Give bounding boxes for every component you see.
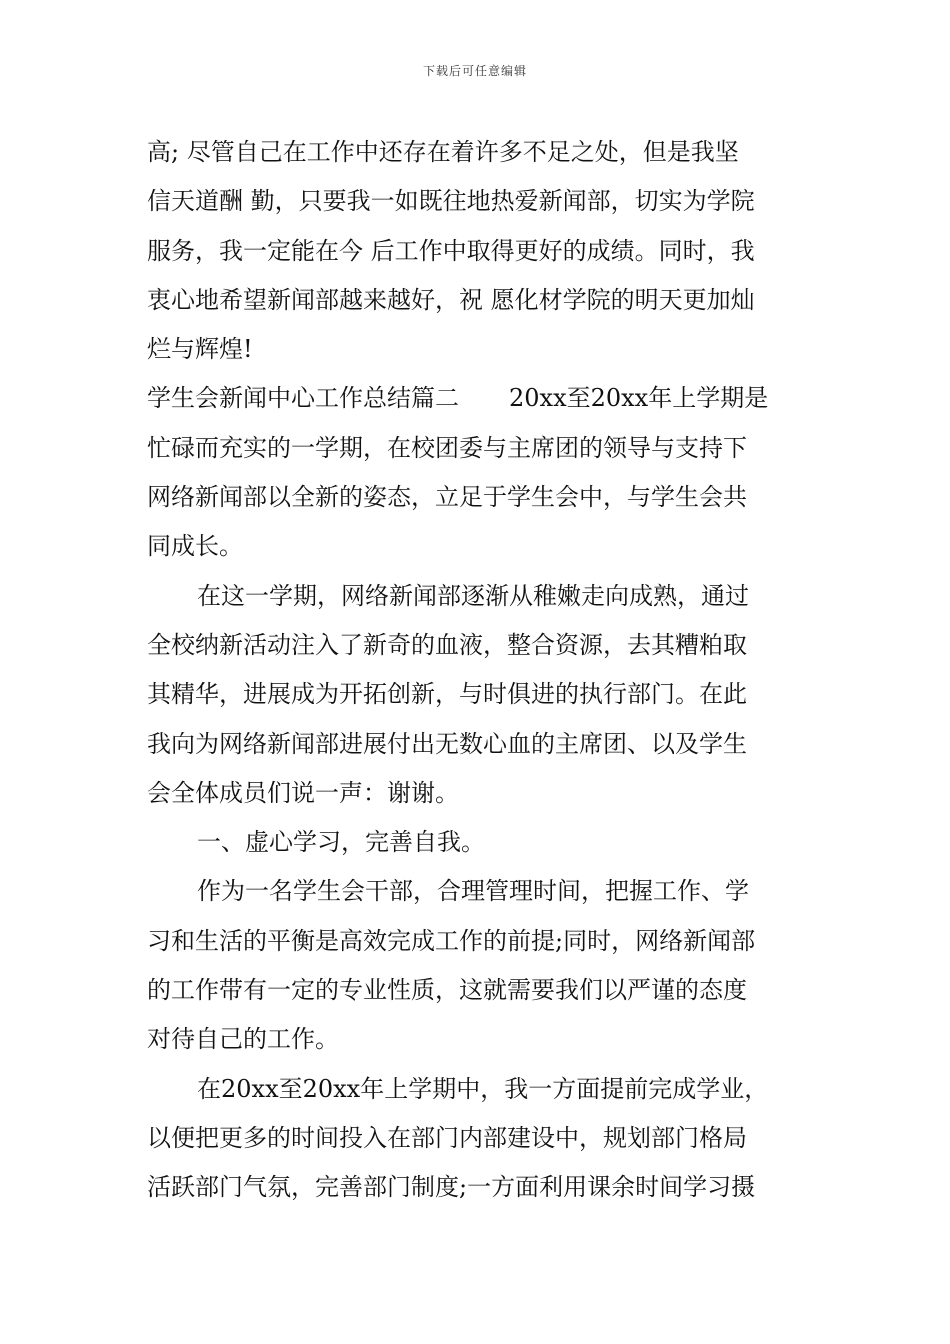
section-first-sentence: 20xx至20xx年上学期是 [509,384,769,413]
text-line: 其精华，进展成为开拓创新，与时俱进的执行部门。在此 [147,680,747,709]
text-line: 以便把更多的时间投入在部门内部建设中，规划部门格局 [147,1123,747,1152]
document-body [147,128,807,1213]
section-title-line [147,374,807,423]
paragraph-start-line: 在这一学期，网络新闻部逐渐从稚嫩走向成熟，通过 [197,581,749,610]
text-line: 同成长。 [147,532,243,561]
paragraph-start-line: 在20xx至20xx年上学期中，我一方面提前完成学业， [197,1074,769,1103]
text-line: 信天道酬 勤，只要我一如既往地热爱新闻部，切实为学院 [147,187,755,216]
text-line: 习和生活的平衡是高效完成工作的前提;同时，网络新闻部 [147,926,756,955]
text-line: 的工作带有一定的专业性质，这就需要我们以严谨的态度 [147,976,747,1005]
text-line: 对待自己的工作。 [147,1025,339,1054]
section-title: 学生会新闻中心工作总结篇二 [147,384,459,413]
text-line: 会全体成员们说一声：谢谢。 [147,778,459,807]
text-line: 我向为网络新闻部进展付出无数心血的主席团、以及学生 [147,729,747,758]
subheading-line: 一、虚心学习，完善自我。 [197,828,485,857]
text-line: 烂与辉煌! [147,335,253,364]
text-line: 衷心地希望新闻部越来越好，祝 愿化材学院的明天更加灿 [147,285,755,314]
text-line: 网络新闻部以全新的姿态，立足于学生会中，与学生会共 [147,483,747,512]
paragraph-start-line: 作为一名学生会干部，合理管理时间，把握工作、学 [197,877,749,906]
page-header: 下载后可任意编辑 [422,64,527,78]
text-line: 服务，我一定能在今 后工作中取得更好的成绩。同时，我 [147,236,755,265]
text-line: 全校纳新活动注入了新奇的血液，整合资源，去其糟粕取 [147,630,747,659]
text-line: 活跃部门气氛，完善部门制度;一方面利用课余时间学习摄 [147,1173,756,1202]
text-line: 高; 尽管自己在工作中还存在着许多不足之处，但是我坚 [147,138,739,166]
text-line: 忙碌而充实的一学期，在校团委与主席团的领导与支持下 [147,433,747,462]
